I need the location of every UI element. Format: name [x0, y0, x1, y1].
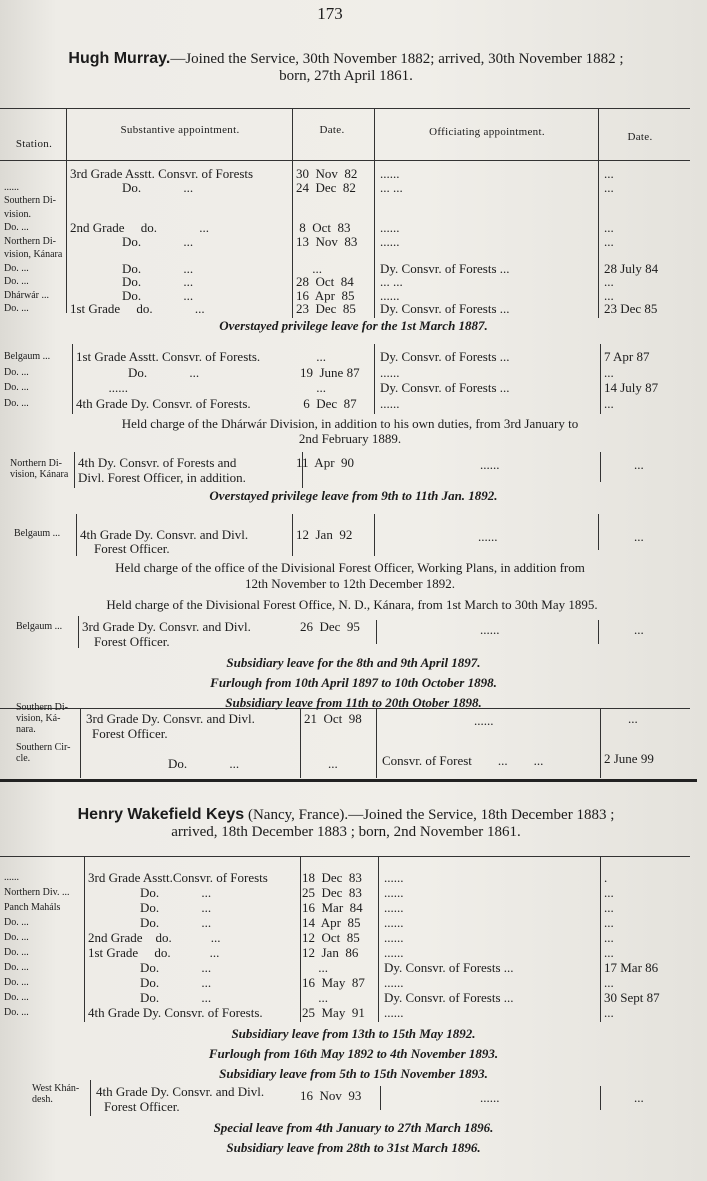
substantive-appointment-cell: 4th Grade Dy. Consvr. of Forests.	[76, 395, 251, 411]
station-cell: Do. ...	[4, 276, 29, 287]
officiating-appointment-cell: Dy. Consvr. of Forests ...	[380, 380, 510, 395]
date-cell: 23 Dec 85	[296, 301, 356, 316]
date-cell: 12 Jan 86	[302, 945, 359, 960]
date-21-oct-98: 21 Oct 98	[304, 711, 362, 726]
station-cell: Do. ...	[4, 382, 29, 393]
substantive-appointment-cell: 1st Grade do. ...	[70, 301, 205, 316]
officiating-blank: ......	[474, 713, 494, 728]
officiating-date-cell: ...	[604, 166, 614, 181]
note-overstayed-1892: Overstayed privilege leave from 9th to 11th Jan. 1892.	[209, 488, 498, 503]
murray-born: born, 27th April 1861.	[279, 68, 413, 84]
substantive-appointment-cell: ......	[76, 380, 128, 395]
officiating-date-cell: ...	[604, 945, 614, 960]
substantive-appointment-cell: Do. ...	[70, 233, 194, 249]
keys-name: Henry Wakefield Keys	[77, 806, 245, 823]
station-cell: Dhárwár ...	[4, 289, 49, 301]
station-belgaum-95: Belgaum ...	[16, 621, 63, 632]
officiating-date-blank: ...	[634, 1090, 644, 1105]
appt-divl-forest-officer: Divl. Forest Officer, in addition.	[78, 470, 246, 485]
station-cell: Do. ...	[4, 222, 29, 233]
officiating-date-cell: ...	[604, 179, 614, 195]
station-cell: Do. ...	[4, 303, 29, 314]
appt-forest-officer: Forest Officer.	[104, 1099, 180, 1114]
appt-4th-grade-divl: 4th Grade Dy. Consvr. and Divl.	[80, 527, 249, 542]
appt-3rd-grade-divl: 3rd Grade Dy. Consvr. and Divl.	[82, 619, 251, 634]
officiating-appointment-cell: ......	[384, 870, 404, 885]
station-cell: Panch Maháls	[4, 902, 61, 913]
appt-do: Do. ...	[168, 756, 240, 771]
officiating-date-cell: 14 July 87	[604, 380, 659, 395]
date-blank: ...	[328, 756, 338, 771]
header-station: Station.	[15, 138, 53, 150]
officiating-appointment-cell: ......	[384, 915, 404, 930]
officiating-date-cell: ...	[604, 364, 614, 380]
officiating-appointment-cell: ... ...	[380, 179, 403, 195]
officiating-date-cell: ...	[604, 1005, 614, 1020]
officiating-date-blank: ...	[634, 529, 644, 544]
officiating-consvr-forest: Consvr. of Forest ... ...	[382, 753, 544, 768]
station-cell: Do. ...	[4, 962, 29, 973]
officiating-appointment-cell: ......	[380, 364, 400, 380]
station-cell: Northern Di-	[4, 235, 56, 247]
date-cell: 19 June 87	[300, 364, 360, 380]
note-overstayed-1887: Overstayed privilege leave for the 1st March 1887.	[219, 318, 488, 333]
date-cell: 8 Oct 83	[296, 220, 351, 235]
station-cell: Do. ...	[4, 397, 29, 409]
date-cell: ...	[302, 990, 328, 1005]
note-furlough-1897: Furlough from 10th April 1897 to 10th October 1898.	[210, 675, 497, 690]
date-cell: 12 Oct 85	[302, 930, 360, 945]
date-cell: 24 Dec 82	[296, 179, 356, 195]
officiating-appointment-cell: Dy. Consvr. of Forests ...	[380, 301, 510, 316]
date-12-jan-92: 12 Jan 92	[296, 527, 353, 542]
block-top-rule	[0, 708, 690, 709]
station-cell: Do. ...	[4, 262, 29, 274]
note-dharwar-charge-2: 2nd February 1889.	[298, 431, 402, 446]
officiating-appointment-cell: Dy. Consvr. of Forests ...	[380, 260, 510, 276]
station-cell: ......	[4, 872, 19, 883]
date-cell: 13 Nov 83	[296, 233, 358, 249]
murray-header	[26, 50, 666, 85]
substantive-appointment-cell: 1st Grade Asstt. Consvr. of Forests.	[76, 349, 261, 364]
substantive-appointment-cell: 1st Grade do. ...	[88, 945, 220, 960]
officiating-appointment-cell: ... ...	[380, 274, 403, 289]
officiating-date-cell: ...	[604, 287, 614, 303]
substantive-appointment-cell: Do. ...	[76, 364, 200, 380]
appt-4th-grade-divl: 4th Grade Dy. Consvr. and Divl.	[96, 1084, 265, 1099]
officiating-date-cell: ...	[604, 885, 614, 900]
date-cell: 30 Nov 82	[296, 166, 358, 181]
note-working-plans-2: 12th November to 12th December 1892.	[244, 576, 456, 591]
keys-header	[26, 806, 666, 841]
header-substantive: Substantive appointment.	[120, 124, 240, 136]
station-cell: Do. ...	[4, 1007, 29, 1018]
officiating-date-cell: 23 Dec 85	[604, 301, 658, 316]
appt-forest-officer: Forest Officer.	[92, 726, 168, 741]
station-southern-circle: Southern Cir-cle.	[16, 742, 71, 764]
officiating-date-cell: 17 Mar 86	[604, 960, 659, 975]
officiating-appointment-cell: Dy. Consvr. of Forests ...	[384, 960, 514, 975]
date-cell: 16 Apr 85	[296, 287, 355, 303]
section-divider	[0, 779, 697, 782]
date-cell: ...	[302, 960, 328, 975]
substantive-appointment-cell: Do. ...	[70, 260, 194, 276]
keys-origin: (Nancy, France).	[244, 807, 349, 823]
officiating-appointment-cell: ......	[384, 900, 404, 915]
note-nd-kanara-charge: Held charge of the Divisional Forest Office, N. D., Kánara, from 1st March to 30th May 1895.	[106, 597, 598, 612]
officiating-date-cell: ...	[604, 233, 614, 249]
header-date2: Date.	[627, 131, 653, 143]
officiating-date-blank: ...	[628, 711, 638, 726]
knote-subsidiary-1892: Subsidiary leave from 13th to 15th May 1892.	[231, 1026, 476, 1041]
officiating-appointment-cell: ......	[380, 395, 400, 411]
appt-4th-dy-consvr: 4th Dy. Consvr. of Forests and	[78, 455, 237, 470]
date-cell: ...	[296, 260, 322, 276]
note-subsidiary-1898: Subsidiary leave from 11th to 20th Otober 1898.	[225, 695, 482, 710]
officiating-date-cell: ...	[604, 900, 614, 915]
station-cell: Do. ...	[4, 932, 29, 943]
knote-subsidiary-1893: Subsidiary leave from 5th to 15th November 1893.	[219, 1066, 488, 1081]
officiating-date-cell: ...	[604, 915, 614, 930]
station-southern-kanara: Southern Di-vision, Ká-nara.	[16, 702, 68, 735]
officiating-appointment-cell: Dy. Consvr. of Forests ...	[380, 349, 510, 364]
substantive-appointment-cell: Do. ...	[88, 960, 212, 975]
officiating-blank: ......	[480, 1090, 500, 1105]
substantive-appointment-cell: Do. ...	[88, 885, 212, 900]
officiating-appointment-cell: ......	[380, 287, 400, 303]
table-top-rule	[0, 108, 690, 109]
date-cell: 6 Dec 87	[300, 395, 357, 411]
officiating-date-cell: ...	[604, 395, 614, 411]
officiating-date-cell: 30 Sept 87	[604, 990, 660, 1005]
date-cell: 18 Dec 83	[302, 870, 362, 885]
officiating-blank: ......	[480, 457, 500, 472]
knote-subsidiary-1896: Subsidiary leave from 28th to 31st March 1896.	[226, 1140, 481, 1155]
officiating-date-blank: ...	[634, 622, 644, 637]
substantive-appointment-cell: 2nd Grade do. ...	[70, 220, 210, 235]
officiating-appointment-cell: ......	[384, 945, 404, 960]
station-cell: Southern Di-	[4, 195, 56, 206]
officiating-date-cell: 28 July 84	[604, 260, 659, 276]
keys-born: arrived, 18th December 1883 ; born, 2nd November 1861.	[171, 824, 521, 840]
substantive-appointment-cell: Do. ...	[88, 900, 212, 915]
substantive-appointment-cell: 3rd Grade Asstt.Consvr. of Forests	[88, 870, 268, 885]
officiating-date-cell: .	[604, 870, 608, 885]
knote-special-1896: Special leave from 4th January to 27th March 1896.	[213, 1120, 494, 1135]
officiating-appointment-cell: ......	[384, 1005, 404, 1020]
officiating-appointment-cell: ......	[384, 885, 404, 900]
station-cell: Do. ...	[4, 917, 29, 928]
date-11-apr-90: 11 Apr 90	[296, 455, 355, 470]
date-2-june-99: 2 June 99	[604, 751, 654, 766]
date-cell: 14 Apr 85	[302, 915, 361, 930]
station-belgaum-92: Belgaum ...	[14, 528, 61, 539]
station-northern-kanara: Northern Di-vision, Kánara	[10, 458, 69, 480]
date-16-nov-93: 16 Nov 93	[300, 1088, 362, 1103]
substantive-appointment-cell: 2nd Grade do. ...	[88, 930, 221, 945]
substantive-appointment-cell: Do. ...	[70, 274, 194, 289]
date-26-dec-95: 26 Dec 95	[300, 619, 360, 634]
station-cell: Belgaum ...	[4, 351, 51, 362]
note-working-plans-1: Held charge of the office of the Divisional Forest Officer, Working Plans, in addition from	[115, 560, 585, 575]
substantive-appointment-cell: Do. ...	[70, 179, 194, 195]
murray-intro: —Joined the Service, 30th November 1882; arrived, 30th November 1882 ;	[170, 51, 624, 67]
station-west-khandesh: West Khán-desh.	[32, 1083, 80, 1105]
officiating-appointment-cell: Dy. Consvr. of Forests ...	[384, 990, 514, 1005]
officiating-appointment-cell: ......	[384, 930, 404, 945]
note-subsidiary-1897: Subsidiary leave for the 8th and 9th April 1897.	[226, 655, 481, 670]
header-date: Date.	[319, 124, 345, 136]
substantive-appointment-cell: 4th Grade Dy. Consvr. of Forests.	[88, 1005, 263, 1020]
page-number: 173	[317, 4, 343, 23]
substantive-appointment-cell: Do. ...	[88, 990, 212, 1005]
appt-3rd-grade-divl: 3rd Grade Dy. Consvr. and Divl.	[86, 711, 255, 726]
date-cell: 28 Oct 84	[296, 274, 354, 289]
table-header-rule	[0, 160, 690, 161]
header-officiating: Officiating appointment.	[429, 126, 545, 138]
station-cell: vision.	[4, 208, 31, 220]
appt-forest-officer: Forest Officer.	[94, 541, 170, 556]
officiating-appointment-cell: ......	[380, 220, 400, 235]
substantive-appointment-cell: Do. ...	[88, 915, 212, 930]
date-cell: 16 Mar 84	[302, 900, 363, 915]
station-cell: Do. ...	[4, 977, 29, 988]
officiating-appointment-cell: ......	[380, 233, 400, 249]
station-cell: ......	[4, 181, 19, 193]
officiating-blank: ......	[478, 529, 498, 544]
officiating-date-cell: ...	[604, 220, 614, 235]
station-cell: vision, Kánara	[4, 249, 63, 260]
note-dharwar-charge-1: Held charge of the Dhárwár Division, in addition to his own duties, from 3rd January to	[121, 416, 579, 431]
officiating-date-cell: ...	[604, 975, 614, 990]
appt-forest-officer: Forest Officer.	[94, 634, 170, 649]
officiating-date-cell: ...	[604, 930, 614, 945]
substantive-appointment-cell: 3rd Grade Asstt. Consvr. of Forests	[70, 166, 254, 181]
station-cell: Do. ...	[4, 992, 29, 1003]
keys-intro: —Joined the Service, 18th December 1883 ;	[348, 807, 615, 823]
officiating-appointment-cell: ......	[384, 975, 404, 990]
officiating-date-cell: ...	[604, 274, 614, 289]
date-cell: ...	[300, 380, 326, 395]
station-cell: Northern Div. ...	[4, 887, 70, 898]
officiating-date-blank: ...	[634, 457, 644, 472]
knote-furlough-1892: Furlough from 16th May 1892 to 4th November 1893.	[208, 1046, 499, 1061]
murray-name: Hugh Murray.	[68, 50, 171, 67]
officiating-appointment-cell: ......	[380, 166, 400, 181]
officiating-date-cell: 7 Apr 87	[604, 349, 650, 364]
date-cell: 16 May 87	[302, 975, 365, 990]
date-cell: 25 Dec 83	[302, 885, 362, 900]
date-cell: 25 May 91	[302, 1005, 365, 1020]
keys-table-top-rule	[0, 856, 690, 857]
station-cell: Do. ...	[4, 366, 29, 378]
substantive-appointment-cell: Do. ...	[70, 287, 194, 303]
station-cell: Do. ...	[4, 947, 29, 958]
officiating-blank: ......	[480, 622, 500, 637]
substantive-appointment-cell: Do. ...	[88, 975, 212, 990]
date-cell: ...	[300, 349, 326, 364]
